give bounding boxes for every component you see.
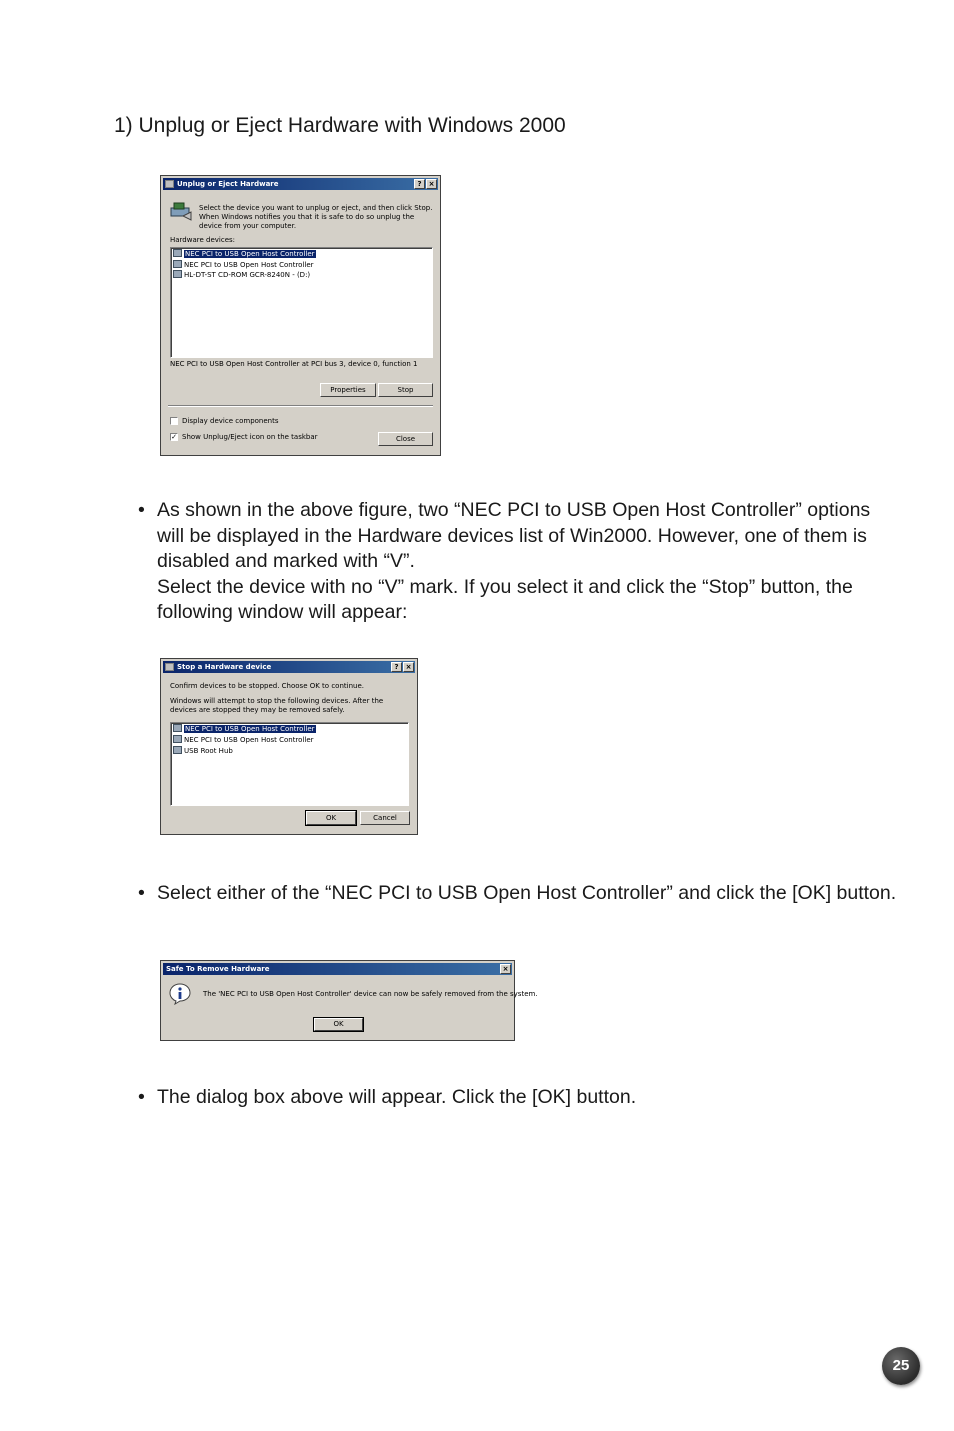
bullet-marker: • [138, 882, 145, 904]
para1-line1: As shown in the above figure, two “NEC PCI to USB Open Host Controller” options will be displayed in the Hardware devices list of Win2000. However, one of them is disabled and marked with “V”. [157, 499, 871, 572]
help-button[interactable]: ? [414, 179, 425, 189]
ok-button[interactable]: OK [306, 811, 356, 825]
usb-controller-icon [173, 249, 182, 257]
close-icon[interactable]: × [426, 179, 437, 189]
display-components-label: Display device components [182, 417, 279, 425]
hardware-devices-list[interactable] [170, 247, 433, 358]
safe-dialog-titlebar[interactable] [163, 963, 512, 975]
bullet-paragraph-1 [138, 498, 898, 626]
stop-hardware-dialog [160, 658, 418, 835]
device-label: HL-DT-ST CD-ROM GCR-8240N - (D:) [184, 271, 311, 279]
safe-dialog-title: Safe To Remove Hardware [166, 965, 270, 973]
show-icon-label: Show Unplug/Eject icon on the taskbar [182, 433, 318, 441]
cancel-button[interactable]: Cancel [360, 811, 410, 825]
cdrom-icon [173, 270, 182, 278]
usb-hub-icon [173, 746, 182, 754]
device-label: NEC PCI to USB Open Host Controller [185, 250, 315, 258]
device-label: USB Root Hub [184, 747, 233, 755]
bullet-paragraph-3 [138, 1085, 898, 1111]
ok-button[interactable]: OK [314, 1018, 363, 1031]
safe-to-remove-dialog [160, 960, 538, 1041]
attempt-text: Windows will attempt to stop the following devices. After the devices are stopped they may be removed safely. [170, 697, 384, 714]
safe-remove-message: The 'NEC PCI to USB Open Host Controller' device can now be safely removed from the system. [203, 990, 538, 998]
stop-devices-list[interactable] [170, 722, 409, 806]
list-item[interactable] [173, 270, 310, 280]
confirm-text: Confirm devices to be stopped. Choose OK to continue. [170, 682, 364, 690]
para1-line2: Select the device with no “V” mark. If you select it and click the “Stop” button, the following window will appear: [157, 575, 853, 623]
close-icon[interactable]: × [500, 964, 511, 974]
unplug-eject-dialog [160, 175, 441, 456]
unplug-instructions: Select the device you want to unplug or eject, and then click Stop. When Windows notifies you that it is safe to do so unplug the device from your computer. [199, 204, 433, 230]
eject-hardware-icon [169, 200, 193, 222]
close-button[interactable]: Close [378, 432, 433, 446]
device-label: NEC PCI to USB Open Host Controller [184, 261, 314, 269]
bullet-marker: • [138, 499, 145, 521]
unplug-dialog-title: Unplug or Eject Hardware [177, 180, 279, 188]
usb-controller-icon [173, 724, 182, 732]
help-button[interactable]: ? [391, 662, 402, 672]
usb-controller-icon [173, 735, 182, 743]
bullet-paragraph-2 [138, 881, 898, 907]
list-item[interactable] [173, 260, 314, 270]
show-icon-checkbox[interactable]: ✓ [171, 433, 177, 441]
stop-dialog-titlebar[interactable] [163, 661, 415, 673]
list-item[interactable] [173, 249, 316, 259]
list-item[interactable] [173, 746, 233, 756]
section-heading: 1) Unplug or Eject Hardware with Windows 2000 [114, 114, 566, 137]
selected-device-info: NEC PCI to USB Open Host Controller at PCI bus 3, device 0, function 1 [170, 360, 418, 368]
close-icon[interactable]: × [403, 662, 414, 672]
stop-button[interactable]: Stop [378, 383, 433, 397]
para3-text: The dialog box above will appear. Click the [OK] button. [157, 1086, 637, 1108]
unplug-dialog-titlebar[interactable] [163, 178, 438, 190]
dialog-divider [168, 405, 433, 407]
properties-button[interactable]: Properties [320, 383, 376, 397]
hardware-icon [165, 663, 174, 671]
hardware-devices-label: Hardware devices: [170, 236, 236, 244]
device-label: NEC PCI to USB Open Host Controller [185, 725, 315, 733]
stop-dialog-title: Stop a Hardware device [177, 663, 272, 671]
device-label: NEC PCI to USB Open Host Controller [184, 736, 314, 744]
hardware-icon [165, 180, 174, 188]
info-icon [169, 983, 191, 1005]
list-item[interactable] [173, 735, 314, 745]
usb-controller-icon [173, 260, 182, 268]
list-item[interactable] [173, 724, 316, 734]
para2-text: Select either of the “NEC PCI to USB Open Host Controller” and click the [OK] button. [157, 882, 897, 904]
page-number: 25 [882, 1347, 920, 1385]
bullet-marker: • [138, 1086, 145, 1108]
display-components-checkbox[interactable] [170, 417, 178, 425]
